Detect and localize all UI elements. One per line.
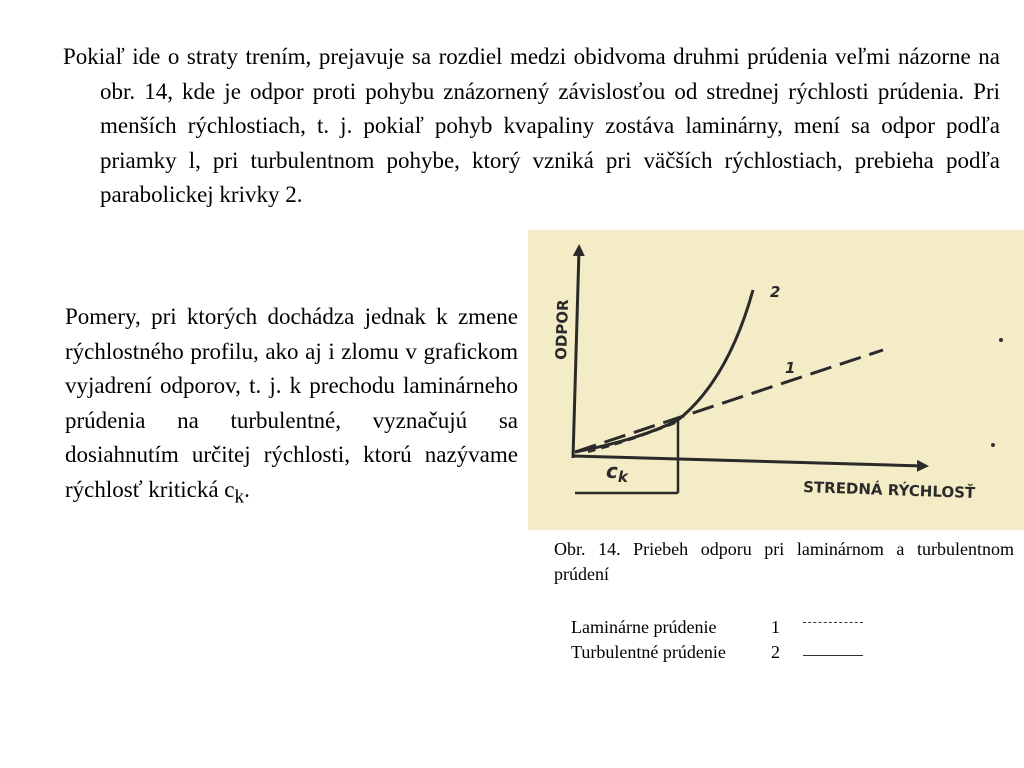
solid-line-sample <box>803 655 863 656</box>
critical-velocity-text: Pomery, pri ktorých dochádza jednak k zmene rýchlostného profilu, ako aj i zlomu v grafickom vyjadrení odporov, t. j. k prechodu laminárneho prúdenia na turbulentné, vyznačujú sa dosiahnutím určitej rýchlosti, ktorú nazývame rýchlosť kritická c <box>65 304 518 502</box>
critical-velocity-subscript: k <box>234 486 245 508</box>
resistance-diagram <box>528 230 1024 530</box>
legend-row-turbulent <box>571 640 863 665</box>
critical-velocity-label-k: k <box>617 468 628 486</box>
y-axis <box>573 250 579 458</box>
curve-1-label: 1 <box>785 359 796 377</box>
speck <box>991 443 995 447</box>
intro-paragraph: Pokiaľ ide o straty trením, prejavuje sa rozdiel medzi obidvoma druhmi prúdenia veľmi názorne na obr. 14, kde je odpor proti pohybu znázornený závislosťou od strednej rýchlosti prúdenia. Pri menších rýchlostiach, t. j. pokiaľ pohyb kvapaliny zostáva laminárny, mení sa odpor podľa priamky l, pri turbulentnom pohybe, ktorý vzniká pri väčších rýchlostiach, prebieha podľa parabolickej krivky 2. <box>63 44 1000 207</box>
legend-number: 1 <box>771 617 780 637</box>
x-axis <box>573 456 923 466</box>
figure-legend <box>571 615 863 665</box>
x-axis-label: STREDNÁ RÝCHLOSŤ <box>802 478 976 503</box>
critical-velocity-label-c: c <box>606 459 618 483</box>
legend-row-laminar <box>571 615 863 640</box>
critical-velocity-label <box>606 459 629 486</box>
legend-label: Turbulentné prúdenie <box>571 642 726 662</box>
legend-number: 2 <box>771 642 780 662</box>
figure-caption: Obr. 14. Priebeh odporu pri laminárnom a turbulentnom prúdení <box>554 539 1014 584</box>
dashed-line-sample <box>803 622 863 623</box>
critical-velocity-paragraph <box>65 300 518 515</box>
curve-2-label: 2 <box>770 283 781 301</box>
turbulent-curve-2 <box>575 290 753 452</box>
legend-label: Laminárne prúdenie <box>571 617 717 637</box>
laminar-line-1 <box>575 350 883 452</box>
critical-velocity-end: . <box>244 476 250 502</box>
resistance-figure <box>528 230 1024 530</box>
y-axis-label: ODPOR <box>552 299 573 361</box>
speck <box>999 338 1003 342</box>
